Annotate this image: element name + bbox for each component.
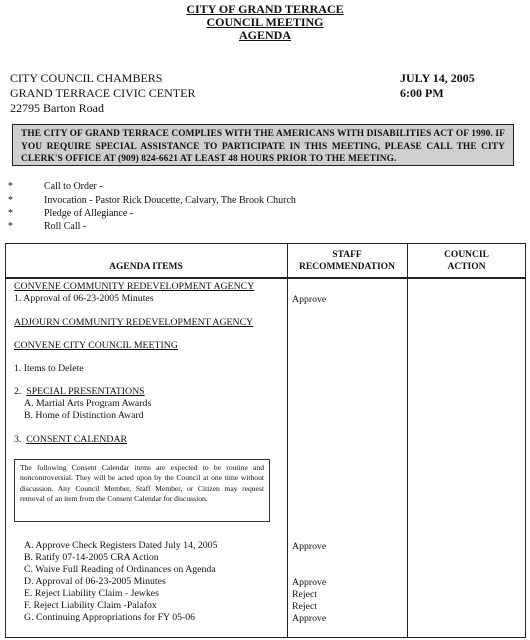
call-to-order: Call to Order - (44, 181, 103, 192)
bullet: * (8, 181, 13, 192)
consent-item: E. Reject Liability Claim - Jewkes (24, 588, 159, 599)
consent-item: B. Ratify 07-14-2005 CRA Action (24, 552, 159, 563)
meeting-time: 6:00 PM (400, 86, 444, 100)
location-line-1: CITY COUNCIL CHAMBERS (10, 71, 163, 85)
consent-rec: Approve (292, 613, 327, 624)
invocation: Invocation - Pastor Rick Doucette, Calvary, The Brook Church (44, 195, 296, 206)
header-meeting: COUNCIL MEETING (206, 15, 324, 29)
col-agenda-items: AGENDA ITEMS (109, 262, 183, 272)
consent-item: A. Approve Check Registers Dated July 14, 2005 (24, 540, 218, 551)
bullet: * (8, 195, 13, 206)
ada-notice: THE CITY OF GRAND TERRACE COMPLIES WITH THE AMERICANS WITH DISABILITIES ACT OF 1990. IF YOU REQUIRE SPECIAL ASSISTANCE TO PARTICIPATE IN THIS MEETING, PLEASE CALL THE CITY CLERK'S OFFICE AT (909) 824-6621 AT LEAST 48 HOURS PRIOR TO THE MEETING. (12, 124, 514, 166)
convene-cra: CONVENE COMMUNITY REDEVELOPMENT AGENCY (14, 281, 255, 292)
column-divider (407, 243, 408, 638)
col-staff-2: RECOMMENDATION (299, 262, 395, 272)
cra-item-1-rec: Approve (292, 294, 327, 305)
cra-item-1: 1. Approval of 06-23-2005 Minutes (14, 293, 154, 304)
special-title: SPECIAL PRESENTATIONS (26, 386, 145, 397)
opening-item (8, 221, 86, 233)
meeting-date: JULY 14, 2005 (400, 71, 475, 85)
opening-item (8, 208, 133, 220)
col-council-1: COUNCIL (444, 250, 489, 260)
consent-calendar (14, 434, 127, 446)
location-line-3: 22795 Barton Road (10, 101, 104, 115)
col-council-2: ACTION (447, 262, 486, 272)
consent-rec: Approve (292, 577, 327, 588)
opening-item (8, 195, 296, 207)
consent-rec: Reject (292, 589, 318, 600)
consent-number: 3. (14, 434, 22, 445)
header-agenda: AGENDA (238, 28, 291, 42)
col-staff-1: STAFF (332, 250, 362, 260)
adjourn-cra: ADJOURN COMMUNITY REDEVELOPMENT AGENCY (14, 317, 254, 328)
special-presentations (14, 386, 145, 398)
bullet: * (8, 221, 13, 232)
special-b: B. Home of Distinction Award (24, 410, 144, 421)
header-divider (5, 277, 526, 279)
location-line-2: GRAND TERRACE CIVIC CENTER (10, 86, 196, 100)
roll-call: Roll Call - (44, 221, 87, 232)
column-divider (287, 243, 288, 638)
special-number: 2. (14, 386, 22, 397)
consent-note: The following Consent Calendar items are expected to be routine and noncontroversial. They will be acted upon by the Council at one time without discussion. Any Council Member, Staff Member, or Citizen may request removal of an item from the Consent Calendar for discussion. (14, 459, 270, 522)
consent-item: C. Waive Full Reading of Ordinances on Agenda (24, 564, 216, 575)
pledge: Pledge of Allegiance - (44, 208, 134, 219)
special-a: A. Martial Arts Program Awards (24, 398, 152, 409)
bullet: * (8, 208, 13, 219)
consent-item: F. Reject Liability Claim -Palafox (24, 600, 157, 611)
consent-rec: Reject (292, 601, 318, 612)
consent-item: D. Approval of 06-23-2005 Minutes (24, 576, 166, 587)
convene-council: CONVENE CITY COUNCIL MEETING (14, 340, 178, 351)
consent-title: CONSENT CALENDAR (26, 434, 128, 445)
opening-item (8, 181, 103, 193)
consent-rec: Approve (292, 541, 327, 552)
consent-item: G. Continuing Appropriations for FY 05-06 (24, 612, 196, 623)
header-city: CITY OF GRAND TERRACE (186, 2, 344, 16)
items-to-delete: 1. Items to Delete (14, 363, 84, 374)
